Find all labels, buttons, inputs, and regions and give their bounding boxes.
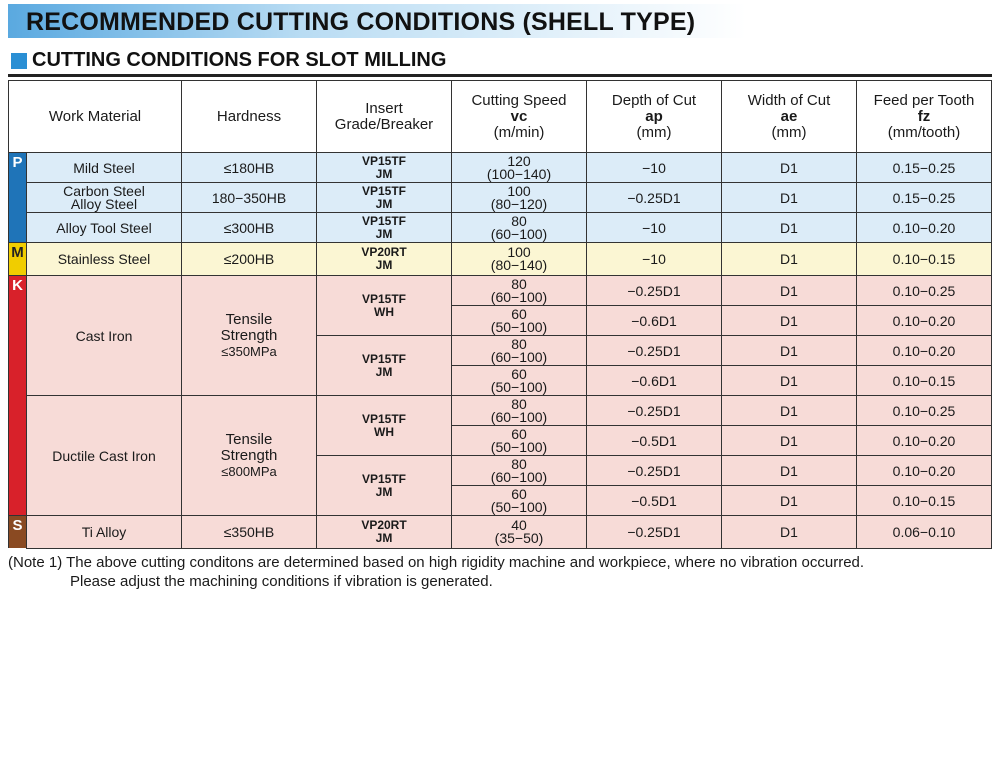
speed-cell: 80 (60−100): [452, 396, 587, 426]
feed-cell: 0.10−0.20: [857, 336, 992, 366]
table-row: [9, 516, 992, 549]
speed-cell: 80 (60−100): [452, 276, 587, 306]
header-work-material: Work Material: [9, 81, 182, 153]
speed-cell: 40 (35−50): [452, 516, 587, 549]
depth-cell: −0.25D1: [587, 276, 722, 306]
insert-cell: VP15TF JM: [317, 183, 452, 213]
material-cell: Carbon Steel Alloy Steel: [27, 183, 182, 213]
width-cell: D1: [722, 213, 857, 243]
header-hardness: Hardness: [182, 81, 317, 153]
feed-cell: 0.10−0.25: [857, 396, 992, 426]
material-cell: Ductile Cast Iron: [27, 396, 182, 516]
feed-cell: 0.10−0.15: [857, 486, 992, 516]
cutting-conditions-table: [8, 80, 992, 549]
insert-cell: VP15TF JM: [317, 213, 452, 243]
feed-cell: 0.10−0.20: [857, 456, 992, 486]
material-cell: Ti Alloy: [27, 516, 182, 549]
divider: [8, 74, 992, 77]
depth-cell: −10: [587, 153, 722, 183]
speed-cell: 80 (60−100): [452, 336, 587, 366]
header-depth-of-cut: Depth of Cut ap (mm): [587, 81, 722, 153]
width-cell: D1: [722, 153, 857, 183]
width-cell: D1: [722, 516, 857, 549]
feed-cell: 0.10−0.15: [857, 243, 992, 276]
page-title: RECOMMENDED CUTTING CONDITIONS (SHELL TYPE): [26, 8, 696, 36]
hardness-cell: ≤200HB: [182, 243, 317, 276]
depth-cell: −0.5D1: [587, 486, 722, 516]
width-cell: D1: [722, 366, 857, 396]
depth-cell: −0.25D1: [587, 456, 722, 486]
hardness-cell: Tensile Strength ≤350MPa: [182, 276, 317, 396]
section-marker-icon: [11, 53, 27, 69]
speed-cell: 100 (80−120): [452, 183, 587, 213]
width-cell: D1: [722, 243, 857, 276]
speed-cell: 60 (50−100): [452, 486, 587, 516]
speed-cell: 60 (50−100): [452, 426, 587, 456]
insert-cell: VP20RT JM: [317, 516, 452, 549]
feed-cell: 0.15−0.25: [857, 153, 992, 183]
speed-cell: 120 (100−140): [452, 153, 587, 183]
speed-cell: 80 (60−100): [452, 213, 587, 243]
header-feed-per-tooth: Feed per Tooth fz (mm/tooth): [857, 81, 992, 153]
width-cell: D1: [722, 276, 857, 306]
header-width-of-cut: Width of Cut ae (mm): [722, 81, 857, 153]
width-cell: D1: [722, 456, 857, 486]
table-header-row: [9, 81, 992, 153]
material-cell: Mild Steel: [27, 153, 182, 183]
category-p-badge: P: [9, 153, 27, 243]
width-cell: D1: [722, 426, 857, 456]
feed-cell: 0.15−0.25: [857, 183, 992, 213]
material-cell: Cast Iron: [27, 276, 182, 396]
speed-cell: 100 (80−140): [452, 243, 587, 276]
table-row: [9, 396, 992, 426]
width-cell: D1: [722, 486, 857, 516]
footnote: [8, 553, 864, 591]
footnote-line-2: Please adjust the machining conditions if vibration is generated.: [70, 573, 493, 590]
section-title: CUTTING CONDITIONS FOR SLOT MILLING: [32, 49, 447, 71]
table-row: [9, 243, 992, 276]
hardness-cell: ≤350HB: [182, 516, 317, 549]
depth-cell: −0.5D1: [587, 426, 722, 456]
feed-cell: 0.10−0.20: [857, 213, 992, 243]
feed-cell: 0.10−0.20: [857, 306, 992, 336]
depth-cell: −0.6D1: [587, 306, 722, 336]
feed-cell: 0.10−0.15: [857, 366, 992, 396]
width-cell: D1: [722, 306, 857, 336]
material-cell: Alloy Tool Steel: [27, 213, 182, 243]
table-row: [9, 213, 992, 243]
material-cell: Stainless Steel: [27, 243, 182, 276]
speed-cell: 80 (60−100): [452, 456, 587, 486]
depth-cell: −0.25D1: [587, 336, 722, 366]
insert-cell: VP15TF WH: [317, 396, 452, 456]
footnote-line-1: (Note 1) The above cutting conditons are determined based on high rigidity machine and workpiece, where no vibration occurred.: [8, 554, 865, 571]
depth-cell: −0.25D1: [587, 396, 722, 426]
hardness-cell: ≤300HB: [182, 213, 317, 243]
table-row: [9, 183, 992, 213]
width-cell: D1: [722, 396, 857, 426]
hardness-cell: 180−350HB: [182, 183, 317, 213]
hardness-cell: Tensile Strength ≤800MPa: [182, 396, 317, 516]
header-cutting-speed: Cutting Speed vc (m/min): [452, 81, 587, 153]
speed-cell: 60 (50−100): [452, 306, 587, 336]
feed-cell: 0.06−0.10: [857, 516, 992, 549]
insert-cell: VP15TF WH: [317, 276, 452, 336]
table-row: [9, 153, 992, 183]
table-row: [9, 276, 992, 306]
insert-cell: VP15TF JM: [317, 153, 452, 183]
depth-cell: −10: [587, 243, 722, 276]
category-s-badge: S: [9, 516, 27, 549]
depth-cell: −0.25D1: [587, 516, 722, 549]
category-k-badge: K: [9, 276, 27, 516]
insert-cell: VP15TF JM: [317, 336, 452, 396]
insert-cell: VP15TF JM: [317, 456, 452, 516]
depth-cell: −0.6D1: [587, 366, 722, 396]
insert-cell: VP20RT JM: [317, 243, 452, 276]
width-cell: D1: [722, 183, 857, 213]
width-cell: D1: [722, 336, 857, 366]
category-m-badge: M: [9, 243, 27, 276]
feed-cell: 0.10−0.20: [857, 426, 992, 456]
depth-cell: −0.25D1: [587, 183, 722, 213]
feed-cell: 0.10−0.25: [857, 276, 992, 306]
header-insert: Insert Grade/Breaker: [317, 81, 452, 153]
section-header: [8, 48, 992, 75]
hardness-cell: ≤180HB: [182, 153, 317, 183]
depth-cell: −10: [587, 213, 722, 243]
title-bar: [8, 4, 992, 38]
speed-cell: 60 (50−100): [452, 366, 587, 396]
